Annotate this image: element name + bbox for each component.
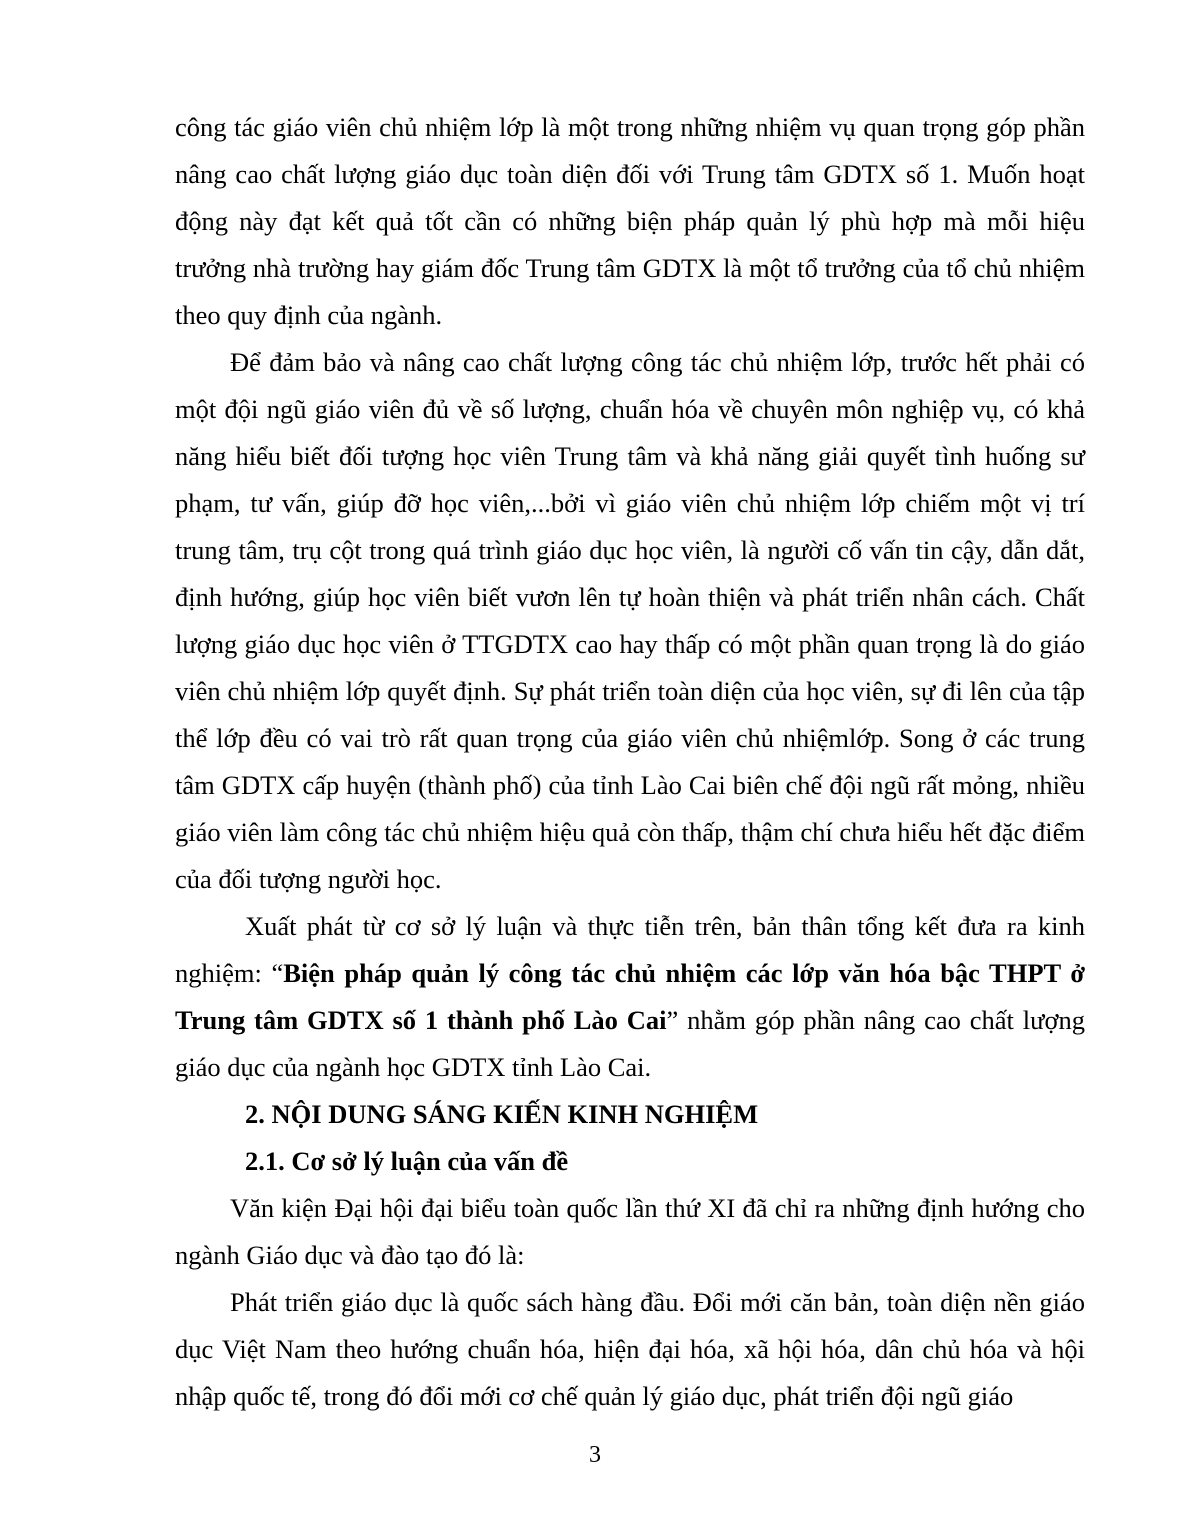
experience-text-after: ” nhằm góp phần nâng cao chất lượng giáo dục của ngành học GDTX tỉnh Lào Cai. <box>175 1005 1086 1082</box>
paragraph-congress-document: Văn kiện Đại hội đại biểu toàn quốc lần thứ XI đã chỉ ra những định hướng cho ngành Giáo dục và đào tạo đó là: <box>175 1193 1085 1270</box>
document-page <box>175 104 1085 1420</box>
paragraph-experience-title <box>175 903 1085 1091</box>
subsection-heading: 2.1. Cơ sở lý luận của vấn đề <box>245 1146 569 1176</box>
experience-text-before: Xuất phát từ cơ sở lý luận và thực tiễn trên, bản thân tổng kết đưa ra kinh nghiệm: “ <box>175 911 1085 988</box>
paragraph-education-development: Phát triển giáo dục là quốc sách hàng đầu. Đổi mới căn bản, toàn diện nền giáo dục Việt Nam theo hướng chuẩn hóa, hiện đại hóa, xã hội hóa, dân chủ hóa và hội nhập quốc tế, trong đó đổi mới cơ chế quản lý giáo dục, phát triển đội ngũ giáo <box>175 1287 1085 1411</box>
experience-title-bold: Biện pháp quản lý công tác chủ nhiệm các lớp văn hóa bậc THPT ở Trung tâm GDTX số 1 thành phố Lào Cai <box>175 958 1085 1035</box>
section-heading: 2. NỘI DUNG SÁNG KIẾN KINH NGHIỆM <box>245 1099 759 1129</box>
paragraph-intro-continuation: công tác giáo viên chủ nhiệm lớp là một trong những nhiệm vụ quan trọng góp phần nâng cao chất lượng giáo dục toàn diện đối với Trung tâm GDTX số 1. Muốn hoạt động này đạt kết quả tốt cần có những biện pháp quản lý phù hợp mà mỗi hiệu trưởng nhà trường hay giám đốc Trung tâm GDTX là một tổ trưởng của tổ chủ nhiệm theo quy định của ngành. <box>175 112 1085 330</box>
paragraph-quality-assurance: Để đảm bảo và nâng cao chất lượng công tác chủ nhiệm lớp, trước hết phải có một đội ngũ giáo viên đủ về số lượng, chuẩn hóa về chuyên môn nghiệp vụ, có khả năng hiểu biết đối tượng học viên Trung tâm và khả năng giải quyết tình huống sư phạm, tư vấn, giúp đỡ học viên,...bởi vì giáo viên chủ nhiệm lớp chiếm một vị trí trung tâm, trụ cột trong quá trình giáo dục học viên, là người cố vấn tin cậy, dẫn dắt, định hướng, giúp học viên biết vươn lên tự hoàn thiện và phát triển nhân cách. Chất lượng giáo dục học viên ở TTGDTX cao hay thấp có một phần quan trọng là do giáo viên chủ nhiệm lớp quyết định. Sự phát triển toàn diện của học viên, sự đi lên của tập thể lớp đều có vai trò rất quan trọng của giáo viên chủ nhiệmlớp. Song ở các trung tâm GDTX cấp huyện (thành phố) của tỉnh Lào Cai biên chế đội ngũ rất mỏng, nhiều giáo viên làm công tác chủ nhiệm hiệu quả còn thấp, thậm chí chưa hiểu hết đặc điểm của đối tượng người học. <box>175 347 1085 894</box>
page-number: 3 <box>589 1442 601 1468</box>
